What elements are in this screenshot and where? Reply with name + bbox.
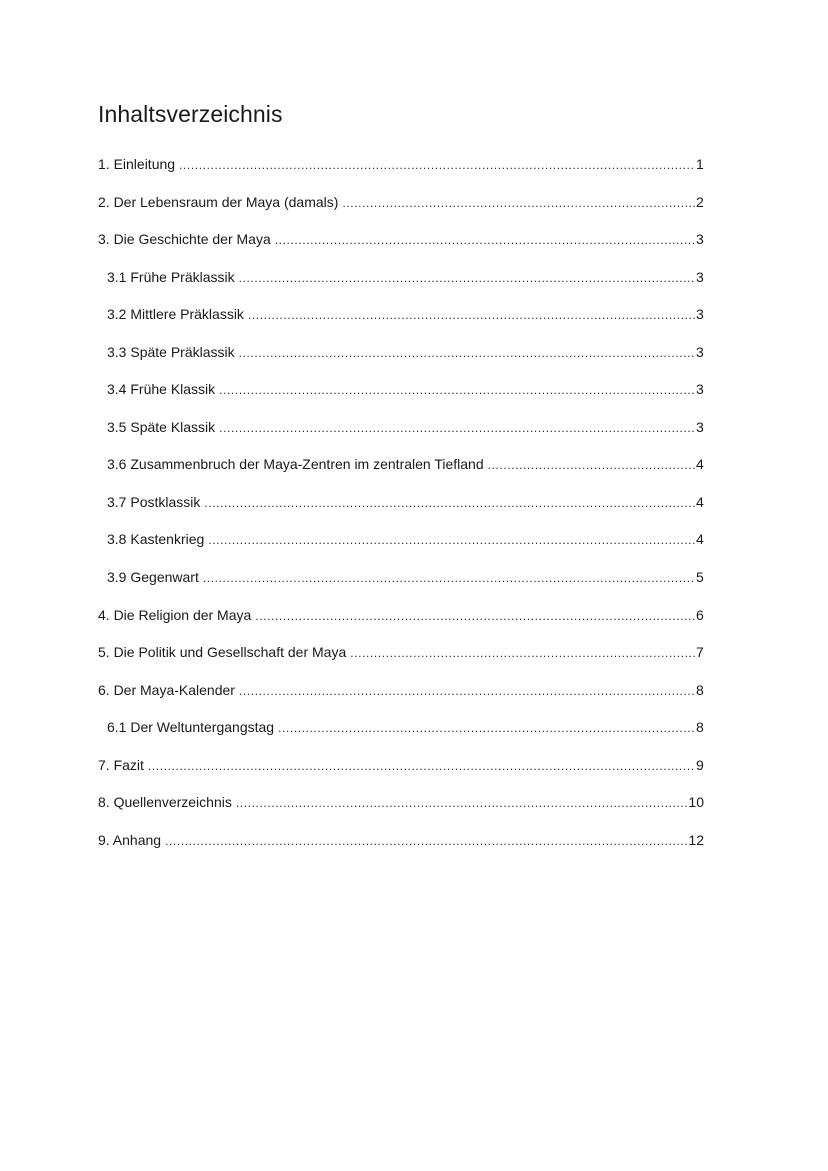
toc-entry[interactable]	[98, 154, 704, 192]
toc-entry-page-number: 9	[696, 756, 704, 773]
toc-entry-page-number: 4	[696, 493, 704, 510]
toc-entry-page-number: 12	[688, 831, 704, 848]
toc-dot-leader	[179, 155, 695, 175]
toc-subentry[interactable]	[98, 529, 704, 567]
toc-subentry[interactable]	[98, 304, 704, 342]
toc-entry-label: 3.3 Späte Präklassik	[107, 343, 235, 360]
toc-dot-leader	[208, 530, 695, 550]
toc-dot-leader	[165, 831, 687, 851]
toc-entry-label: 9. Anhang	[98, 831, 162, 848]
toc-dot-leader	[342, 193, 695, 213]
toc-subentry[interactable]	[98, 717, 704, 755]
toc-entry[interactable]	[98, 605, 704, 643]
toc-entry-label: 6.1 Der Weltuntergangstag	[107, 719, 275, 736]
table-of-contents	[98, 154, 704, 867]
toc-entry-page-number: 7	[696, 644, 704, 661]
toc-entry-label: 3.5 Späte Klassik	[107, 418, 216, 435]
toc-entry-page-number: 3	[696, 381, 704, 398]
toc-entry-page-number: 6	[696, 606, 704, 623]
toc-subentry[interactable]	[98, 417, 704, 455]
toc-subentry[interactable]	[98, 342, 704, 380]
toc-dot-leader	[350, 643, 695, 663]
toc-dot-leader	[219, 418, 695, 438]
toc-dot-leader	[239, 681, 695, 701]
toc-entry-label: 7. Fazit	[98, 756, 144, 773]
toc-entry-page-number: 5	[696, 569, 704, 586]
toc-subentry[interactable]	[98, 267, 704, 305]
toc-entry-label: 5. Die Politik und Gesellschaft der Maya	[98, 644, 347, 661]
toc-dot-leader	[239, 268, 695, 288]
toc-entry[interactable]	[98, 192, 704, 230]
toc-entry-page-number: 8	[696, 719, 704, 736]
toc-entry-label: 3.4 Frühe Klassik	[107, 381, 216, 398]
toc-dot-leader	[148, 756, 695, 776]
toc-entry-page-number: 1	[696, 156, 704, 172]
toc-entry-page-number: 4	[696, 456, 704, 473]
toc-subentry[interactable]	[98, 567, 704, 605]
toc-entry-page-number: 3	[696, 306, 704, 323]
toc-dot-leader	[488, 455, 695, 475]
toc-dot-leader	[219, 380, 695, 400]
toc-entry-page-number: 3	[696, 343, 704, 360]
toc-entry-label: 3.2 Mittlere Präklassik	[107, 306, 244, 323]
toc-entry-page-number: 3	[696, 268, 704, 285]
toc-entry-page-number: 4	[696, 531, 704, 548]
toc-entry[interactable]	[98, 229, 704, 267]
toc-entry-page-number: 2	[696, 193, 704, 210]
toc-entry-label: 3.8 Kastenkrieg	[107, 531, 205, 548]
toc-entry-label: 3.6 Zusammenbruch der Maya-Zentren im zentralen Tiefland	[107, 456, 484, 473]
toc-dot-leader	[275, 230, 695, 250]
toc-entry-label: 4. Die Religion der Maya	[98, 606, 252, 623]
toc-entry[interactable]	[98, 830, 704, 868]
toc-entry-label: 1. Einleitung	[98, 156, 176, 172]
toc-entry-label: 3.1 Frühe Präklassik	[107, 268, 235, 285]
page-title: Inhaltsverzeichnis	[98, 101, 283, 127]
toc-entry[interactable]	[98, 755, 704, 793]
toc-subentry[interactable]	[98, 379, 704, 417]
toc-entry-page-number: 3	[696, 231, 704, 248]
toc-entry-label: 6. Der Maya-Kalender	[98, 681, 235, 698]
toc-dot-leader	[255, 606, 695, 626]
toc-dot-leader	[204, 493, 695, 513]
toc-subentry[interactable]	[98, 492, 704, 530]
toc-entry-label: 2. Der Lebensraum der Maya (damals)	[98, 193, 339, 210]
toc-entry-page-number: 10	[688, 794, 704, 811]
toc-entry-page-number: 8	[696, 681, 704, 698]
toc-entry-label: 3.7 Postklassik	[107, 493, 201, 510]
toc-entry[interactable]	[98, 642, 704, 680]
toc-dot-leader	[236, 793, 688, 813]
toc-entry[interactable]	[98, 792, 704, 830]
toc-entry[interactable]	[98, 680, 704, 718]
toc-entry-label: 8. Quellenverzeichnis	[98, 794, 232, 811]
toc-entry-page-number: 3	[696, 418, 704, 435]
toc-entry-label: 3. Die Geschichte der Maya	[98, 231, 271, 248]
toc-entry-label: 3.9 Gegenwart	[107, 569, 199, 586]
toc-dot-leader	[239, 343, 695, 363]
toc-dot-leader	[203, 568, 695, 588]
toc-subentry[interactable]	[98, 454, 704, 492]
toc-dot-leader	[278, 718, 695, 738]
toc-dot-leader	[248, 305, 695, 325]
